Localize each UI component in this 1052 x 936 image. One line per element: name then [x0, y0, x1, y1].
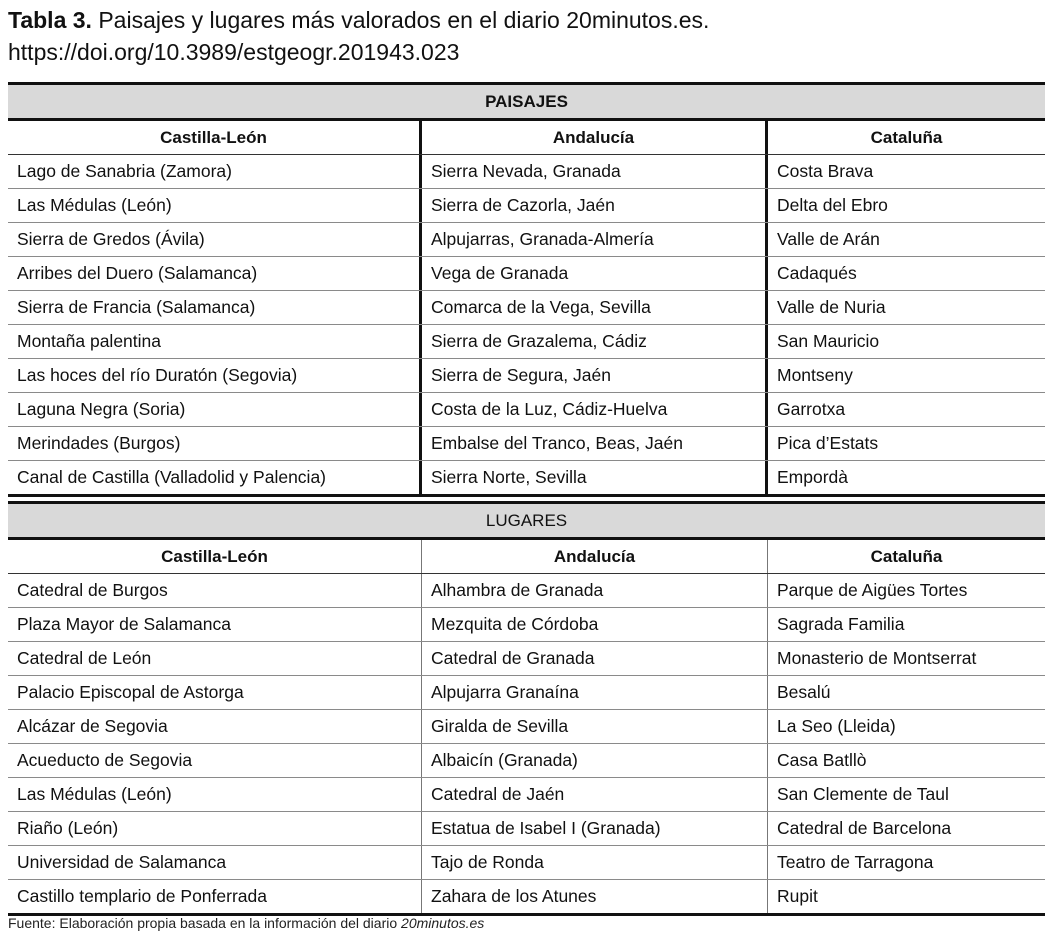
table-cell: Valle de Nuria [777, 297, 886, 317]
table-row [8, 325, 1045, 359]
table-cell: Sierra Norte, Sevilla [422, 461, 768, 494]
table-cell: Lago de Sanabria (Zamora) [8, 155, 422, 188]
table-cell: Besalú [777, 682, 831, 702]
table-cell: Sierra de Segura, Jaén [422, 359, 768, 392]
column-header: Cataluña [870, 128, 943, 147]
section-title: LUGARES [8, 504, 1045, 540]
column-header: Andalucía [422, 121, 768, 154]
table-row [8, 291, 1045, 325]
table-cell: La Seo (Lleida) [777, 716, 896, 736]
table-cell: Zahara de los Atunes [422, 880, 768, 913]
table-cell: Montaña palentina [8, 325, 422, 358]
table-cell: Tajo de Ronda [422, 846, 768, 879]
table-row [8, 223, 1045, 257]
table-row [8, 574, 1045, 608]
table-cell: Alcázar de Segovia [8, 710, 422, 743]
table-cell: Laguna Negra (Soria) [8, 393, 422, 426]
table-body [8, 574, 1045, 916]
table-cell: San Mauricio [777, 331, 880, 351]
caption-doi[interactable]: https://doi.org/10.3989/estgeogr.201943.023 [8, 39, 460, 65]
table-cell: San Clemente de Taul [777, 784, 949, 804]
caption-line-1 [8, 4, 1048, 36]
table-cell: Embalse del Tranco, Beas, Jaén [422, 427, 768, 460]
table-row [8, 461, 1045, 497]
table-cell: Mezquita de Córdoba [422, 608, 768, 641]
table-cell: Palacio Episcopal de Astorga [8, 676, 422, 709]
table-row [8, 812, 1045, 846]
table-cell: Alpujarras, Granada-Almería [422, 223, 768, 256]
table-cell: Catedral de León [8, 642, 422, 675]
table-row [8, 608, 1045, 642]
table-cell: Parque de Aigües Tortes [777, 580, 968, 600]
table-cell: Sierra de Francia (Salamanca) [8, 291, 422, 324]
table-cell: Las Médulas (León) [8, 778, 422, 811]
table-cell: Universidad de Salamanca [8, 846, 422, 879]
table-cell: Arribes del Duero (Salamanca) [8, 257, 422, 290]
column-header-row [8, 540, 1045, 574]
column-header: Castilla-León [8, 121, 422, 154]
table-cell: Delta del Ebro [777, 195, 888, 215]
table-cell: Acueducto de Segovia [8, 744, 422, 777]
table-row [8, 778, 1045, 812]
table-cell: Monasterio de Montserrat [777, 648, 977, 668]
table-cell: Sierra de Cazorla, Jaén [422, 189, 768, 222]
table-row [8, 427, 1045, 461]
table-cell: Las hoces del río Duratón (Segovia) [8, 359, 422, 392]
table-cell: Vega de Granada [422, 257, 768, 290]
table-cell: Albaicín (Granada) [422, 744, 768, 777]
table-cell: Alhambra de Granada [422, 574, 768, 607]
footnote [8, 913, 484, 933]
table-cell: Rupit [777, 886, 818, 906]
table-cell: Teatro de Tarragona [777, 852, 934, 872]
footnote-source: 20minutos.es [401, 915, 485, 931]
section-lugares [8, 501, 1045, 916]
table-cell: Sagrada Familia [777, 614, 905, 634]
table-cell: Las Médulas (León) [8, 189, 422, 222]
column-header-row [8, 121, 1045, 155]
column-header: Andalucía [422, 540, 768, 573]
table-cell: Riaño (León) [8, 812, 422, 845]
table-row [8, 642, 1045, 676]
table-cell: Catedral de Burgos [8, 574, 422, 607]
table-cell: Plaza Mayor de Salamanca [8, 608, 422, 641]
table-cell: Catedral de Barcelona [777, 818, 952, 838]
table-cell: Merindades (Burgos) [8, 427, 422, 460]
table-cell: Alpujarra Granaína [422, 676, 768, 709]
table-cell: Garrotxa [777, 399, 846, 419]
table-cell: Empordà [777, 467, 849, 487]
table-body [8, 155, 1045, 497]
table-row [8, 744, 1045, 778]
table-cell: Casa Batllò [777, 750, 867, 770]
data-table [8, 82, 1045, 916]
table-caption [8, 4, 1048, 68]
table-row [8, 393, 1045, 427]
table-cell: Castillo templario de Ponferrada [8, 880, 422, 913]
section-title: PAISAJES [8, 85, 1045, 121]
table-cell: Canal de Castilla (Valladolid y Palencia) [8, 461, 422, 494]
table-cell: Catedral de Granada [422, 642, 768, 675]
table-cell: Costa Brava [777, 161, 874, 181]
footnote-text: Fuente: Elaboración propia basada en la información del diario [8, 915, 402, 931]
table-cell: Valle de Arán [777, 229, 880, 249]
table-row [8, 189, 1045, 223]
table-cell: Giralda de Sevilla [422, 710, 768, 743]
section-paisajes [8, 85, 1045, 497]
caption-text: Paisajes y lugares más valorados en el diario 20minutos.es. [91, 7, 710, 33]
table-cell: Sierra Nevada, Granada [422, 155, 768, 188]
table-cell: Costa de la Luz, Cádiz-Huelva [422, 393, 768, 426]
table-cell: Sierra de Gredos (Ávila) [8, 223, 422, 256]
table-row [8, 359, 1045, 393]
table-cell: Catedral de Jaén [422, 778, 768, 811]
caption-label: Tabla 3. [8, 7, 92, 33]
table-cell: Pica d’Estats [777, 433, 879, 453]
table-row [8, 846, 1045, 880]
table-row [8, 676, 1045, 710]
table-row [8, 710, 1045, 744]
table-row [8, 155, 1045, 189]
table-cell: Estatua de Isabel I (Granada) [422, 812, 768, 845]
table-cell: Sierra de Grazalema, Cádiz [422, 325, 768, 358]
table-cell: Montseny [777, 365, 853, 385]
table-row [8, 257, 1045, 291]
table-cell: Comarca de la Vega, Sevilla [422, 291, 768, 324]
table-cell: Cadaqués [777, 263, 857, 283]
column-header: Castilla-León [8, 540, 422, 573]
column-header: Cataluña [870, 547, 943, 566]
table-row [8, 880, 1045, 916]
